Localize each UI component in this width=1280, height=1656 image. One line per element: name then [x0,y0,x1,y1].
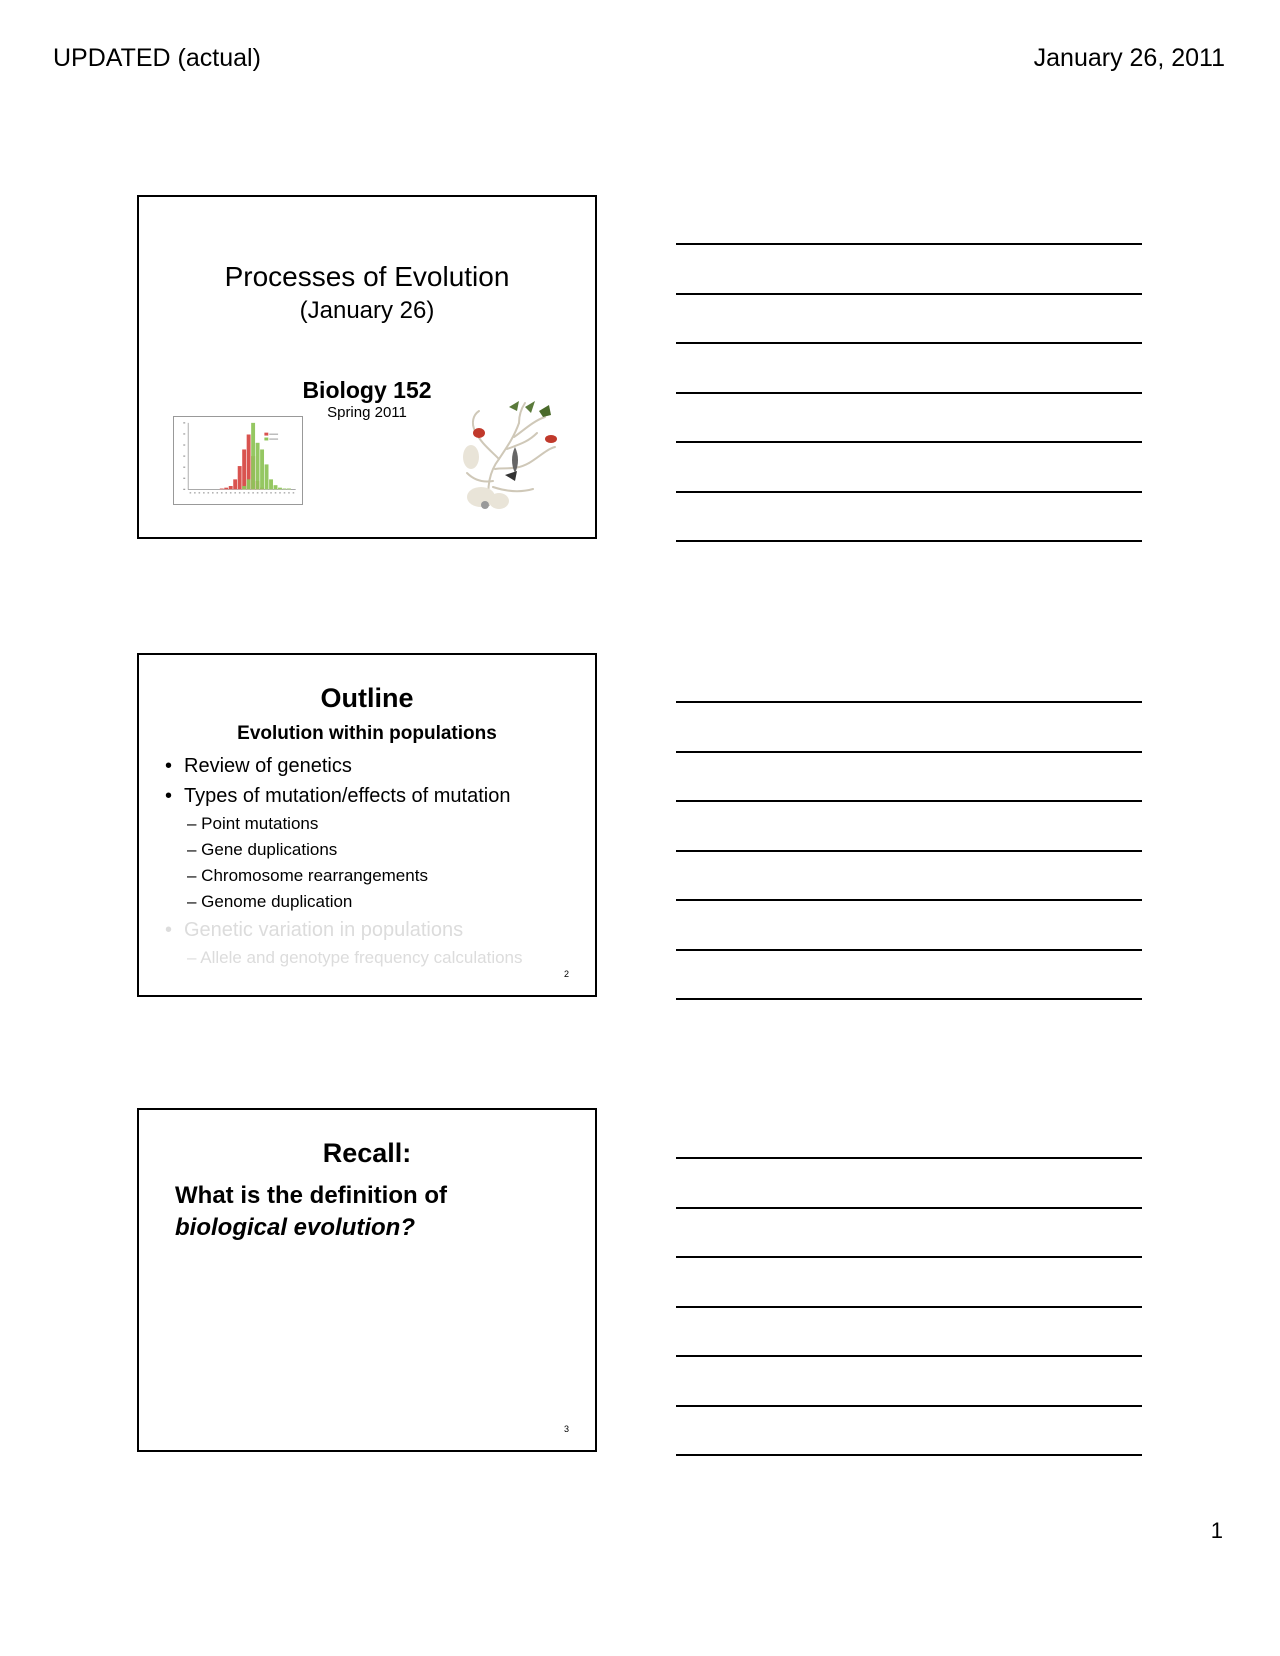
slide-3 [137,1108,597,1452]
note-line [676,441,1142,443]
tick-mark [183,489,185,490]
note-line [676,1454,1142,1456]
tick-mark [212,492,214,493]
tick-mark [216,492,218,493]
tick-mark [183,422,185,423]
tick-mark [284,492,286,493]
outline-text: Genetic variation in populations [184,919,464,941]
note-line [676,1355,1142,1357]
tick-mark [225,492,227,493]
slide-date: (January 26) [299,297,435,324]
tick-mark [234,492,236,493]
course-name: Biology 152 [302,377,432,403]
outline-text: – Point mutations [187,814,319,833]
bullet-icon: • [165,919,173,941]
tick-mark [208,492,210,493]
outline-item [165,781,585,811]
histogram-bar [269,479,273,489]
tick-mark [288,492,290,493]
note-line [676,1157,1142,1159]
legend-text-mark [269,439,278,440]
outline-item [165,751,585,781]
note-line [676,1306,1142,1308]
slide-1 [137,195,597,539]
page-number: 1 [1210,1518,1223,1543]
outline-subitem [165,889,585,915]
histogram-bar [247,479,251,489]
tick-mark [257,492,259,493]
tick-mark [183,467,185,468]
histogram-bar [238,466,242,489]
note-line [676,293,1142,295]
tick-mark [183,433,185,434]
chart-axis [188,423,296,489]
note-line [676,1256,1142,1258]
outline-text: – Chromosome rearrangements [187,866,428,885]
slide-2 [137,653,597,997]
note-line [676,392,1142,394]
slide-number: 2 [563,969,569,979]
legend-text-mark [269,434,278,435]
tick-mark [270,492,272,493]
tick-mark [190,492,192,493]
tick-mark [266,492,268,493]
note-line [676,491,1142,493]
histogram-bar [260,449,264,489]
note-line [676,540,1142,542]
tick-mark [183,444,185,445]
slide-title: Recall: [322,1138,412,1168]
bullet-icon: • [165,785,173,807]
tick-mark [252,492,254,493]
evolution-tree-icon [459,397,569,512]
slide-number: 3 [563,1424,569,1434]
histogram-bar [274,485,278,489]
header-left: UPDATED (actual) [53,44,261,72]
outline-subitem [165,863,585,889]
tick-mark [194,492,196,493]
bullet-icon: • [165,755,173,777]
slide-subtitle: Evolution within populations [237,723,497,744]
outline-text: – Gene duplications [187,840,338,859]
histogram-bar [278,488,282,490]
tick-mark [248,492,250,493]
outline-text: – Allele and genotype frequency calculations [187,948,523,967]
histogram-bar [233,479,237,489]
note-line [676,998,1142,1000]
histogram-bar [224,488,228,490]
histogram-bar [256,443,260,490]
histogram-bar [265,464,269,489]
histogram-bar [287,489,291,490]
outline-list [165,751,585,971]
note-line [676,850,1142,852]
note-line [676,1405,1142,1407]
slide-title: Outline [320,683,414,713]
outline-text: Review of genetics [184,755,352,777]
note-line [676,800,1142,802]
tick-mark [261,492,263,493]
histogram-thumbnail [173,416,303,505]
outline-subitem [165,945,585,971]
tick-mark [183,478,185,479]
tick-mark [293,492,295,493]
legend-swatch [264,438,268,441]
outline-subitem [165,811,585,837]
tick-mark [239,492,241,493]
note-line [676,243,1142,245]
note-line [676,899,1142,901]
tick-mark [279,492,281,493]
tick-mark [275,492,277,493]
tick-mark [183,456,185,457]
histogram-bar [283,489,287,490]
note-line [676,1207,1142,1209]
legend-swatch [264,433,268,436]
outline-item [165,915,585,945]
outline-text: – Genome duplication [187,892,353,911]
tick-mark [243,492,245,493]
histogram-bar [242,486,246,489]
note-line [676,751,1142,753]
header-date: January 26, 2011 [1033,44,1225,72]
outline-subitem [165,837,585,863]
tick-mark [230,492,232,493]
note-line [676,342,1142,344]
note-line [676,949,1142,951]
histogram-bar [229,486,233,489]
note-line [676,701,1142,703]
tick-mark [203,492,205,493]
tick-mark [221,492,223,493]
histogram-bar [251,423,255,489]
tick-mark [199,492,201,493]
slide-title: Processes of Evolution [224,261,510,292]
outline-text: Types of mutation/effects of mutation [184,785,511,807]
course-term: Spring 2011 [327,404,407,421]
histogram-bar [242,449,246,489]
question-line-2: biological evolution? [175,1214,415,1241]
histogram-bar [220,489,224,490]
question-line-1: What is the definition of [175,1182,447,1209]
